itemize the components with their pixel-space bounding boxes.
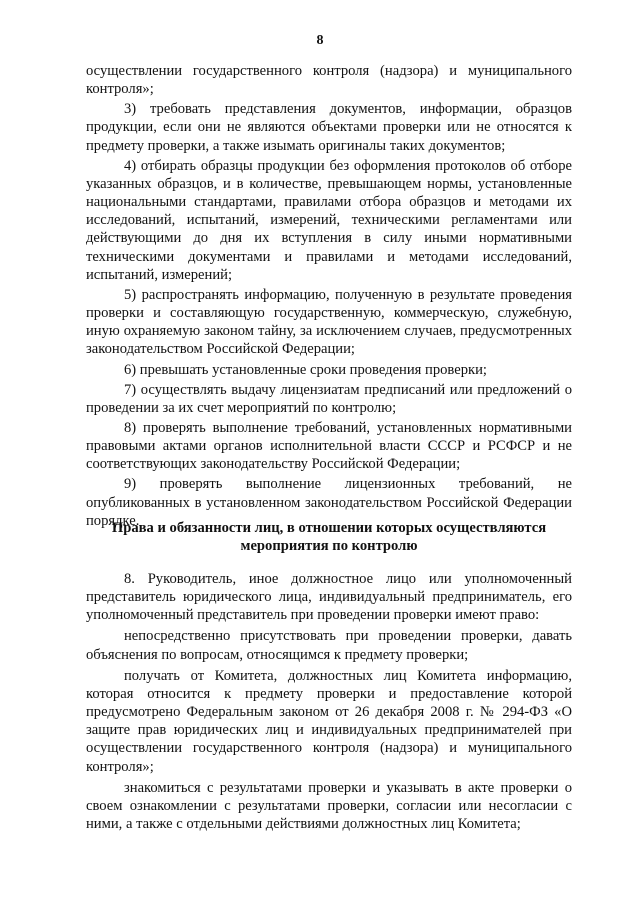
paragraph-item-4: 4) отбирать образцы продукции без оформления протоколов об отборе указанных образцов, и в количестве, превышающем нормы, установленные национальными стандартами, правилами отбора образцов и методами их исследований, испытаний, измерений, техническими регламентами или действующими до дня их вступления в силу иными нормативными техническими документами и правилами и методами исследований, испытаний, измерений; — [86, 157, 572, 283]
paragraph-item-3: 3) требовать представления документов, информации, образцов продукции, если они не являются объектами проверки или не относятся к предмету проверки, а также изымать оригиналы таких документов; — [86, 101, 572, 154]
section-heading-line-2: мероприятия по контролю — [240, 538, 418, 554]
paragraph-item-6: 6) превышать установленные сроки проведения проверки; — [124, 361, 487, 378]
paragraph-right-results: знакомиться с результатами проверки и указывать в акте проверки о своем ознакомлении с результатами проверки, согласии или несогласии с ними, а также с отдельными действиями должностных лиц Комитета; — [86, 779, 572, 833]
paragraph-item-7: 7) осуществлять выдачу лицензиатам предписаний или предложений о проведении за их счет мероприятий по контролю; — [86, 381, 572, 416]
paragraph-rights-intro: 8. Руководитель, иное должностное лицо или уполномоченный представитель юридического лица, индивидуальный предприниматель, его уполномоченный представитель при проведении проверки имеют право: — [86, 571, 572, 624]
paragraph-right-information: получать от Комитета, должностных лиц Комитета информацию, которая относится к предмету проверки и предоставление которой предусмотрено Федеральным законом от 26 декабря 2008 г. № 294-ФЗ «О защите прав юридических лиц и индивидуальных предпринимателей при осуществлении государственного контроля (надзора) и муниципального контроля»; — [86, 667, 572, 775]
paragraph-item-5: 5) распространять информацию, полученную в результате проведения проверки и составляющую государственную, коммерческую, служебную, иную охраняемую законом тайну, за исключением случаев, предусмотренных законодательством Российской Федерации; — [86, 286, 572, 358]
paragraph-right-presence: непосредственно присутствовать при проведении проверки, давать объяснения по вопросам, относящимся к предмету проверки; — [86, 628, 572, 663]
paragraph-item-8: 8) проверять выполнение требований, установленных нормативными правовыми актами органов исполнительной власти СССР и РСФСР и не соответствующих законодательству Российской Федерации; — [86, 419, 572, 473]
paragraph-continuation: осуществлении государственного контроля (надзора) и муниципального контроля»; — [86, 63, 572, 98]
paragraph-item-9: 9) проверять выполнение лицензионных требований, не опубликованных в установленном законодательством Российской Федерации порядке. — [86, 476, 572, 529]
body-text-lower — [86, 570, 572, 833]
page-number: 8 — [316, 33, 324, 48]
section-heading — [86, 519, 572, 555]
body-text-upper — [86, 62, 572, 530]
section-heading-line-1: Права и обязанности лиц, в отношении которых осуществляются — [111, 520, 547, 536]
